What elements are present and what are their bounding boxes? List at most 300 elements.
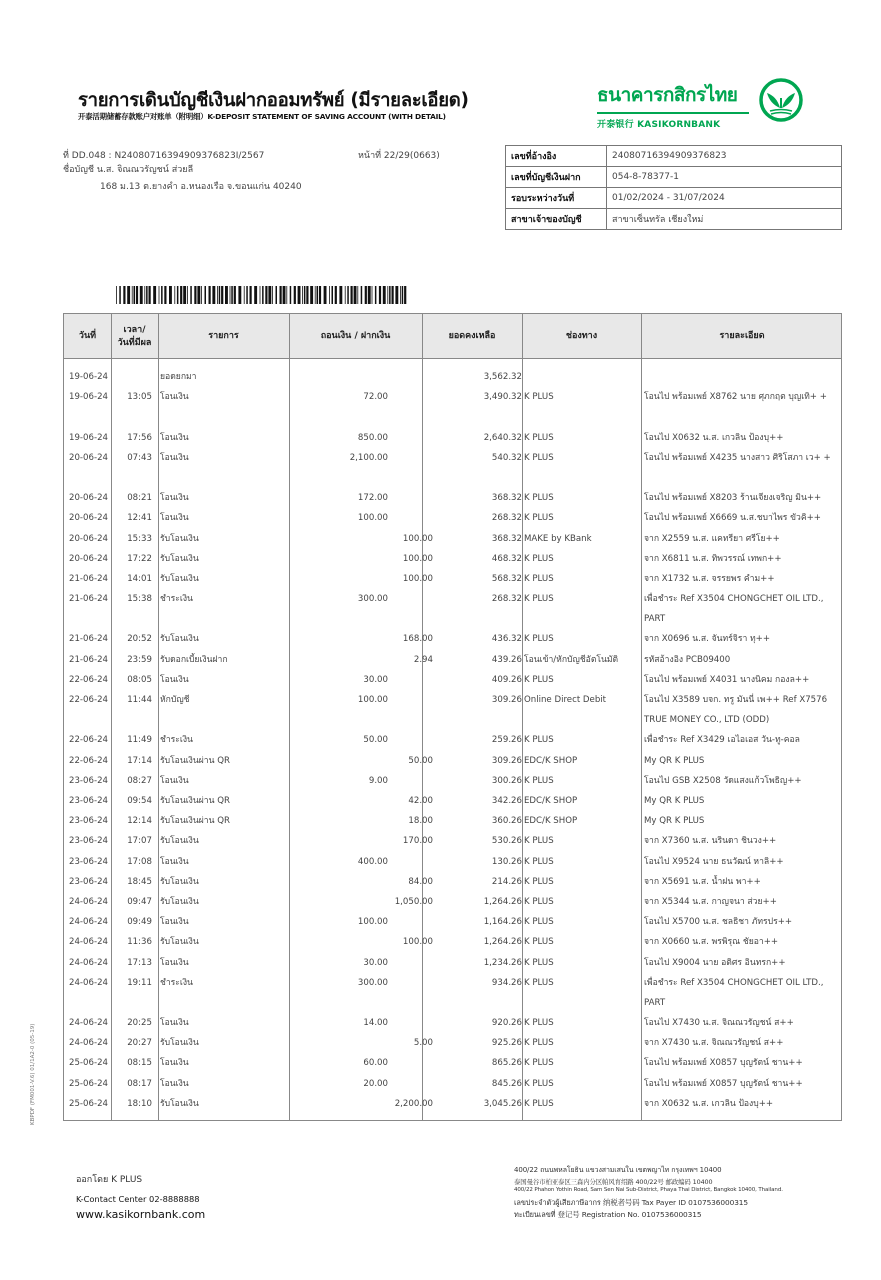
cell-description: รับโอนเงิน xyxy=(160,836,199,847)
barcode-bar xyxy=(324,286,327,304)
cell-time: 17:07 xyxy=(127,836,152,847)
table-row xyxy=(64,670,841,690)
info-row-reference xyxy=(506,146,842,167)
barcode-bar xyxy=(310,286,313,304)
cell-detail: My QR K PLUS xyxy=(644,755,705,766)
cell-withdraw: 20.00 xyxy=(363,1078,388,1089)
cell-date: 24-06-24 xyxy=(69,937,109,948)
barcode-bar xyxy=(332,286,334,304)
website-link[interactable]: www.kasikornbank.com xyxy=(76,1208,206,1221)
cell-withdraw: 172.00 xyxy=(357,493,388,504)
cell-balance: 1,264.26 xyxy=(483,896,522,907)
cell-date: 22-06-24 xyxy=(69,755,109,766)
cell-time: 15:33 xyxy=(127,533,152,544)
cell-balance: 1,264.26 xyxy=(483,937,522,948)
cell-date: 22-06-24 xyxy=(69,674,109,685)
page-title: รายการเดินบัญชีเงินฝากออมทรัพย์ (มีรายละเอียด) xyxy=(78,90,469,111)
table-row xyxy=(64,892,841,912)
cell-balance: 920.26 xyxy=(491,1018,522,1029)
barcode-bar xyxy=(306,286,308,304)
cell-channel: โอนเข้า/หักบัญชีอัตโนมัติ xyxy=(524,654,619,665)
barcode-bar xyxy=(159,286,160,304)
barcode-bar xyxy=(234,286,236,304)
cell-channel: K PLUS xyxy=(524,775,554,786)
cell-date: 23-06-24 xyxy=(69,856,109,867)
info-value: 054-8-78377-1 xyxy=(607,167,842,188)
barcode-bar xyxy=(212,286,215,304)
address-chinese: 泰国曼谷市柏亚泰区三森内分区帕风育绍路 400/22号 邮政编码 10400 xyxy=(514,1178,713,1186)
table-row xyxy=(64,629,841,649)
cell-balance: 300.26 xyxy=(491,775,522,786)
cell-withdraw: 100.00 xyxy=(357,917,388,928)
cell-date: 21-06-24 xyxy=(69,594,109,605)
barcode-bar xyxy=(361,286,363,304)
cell-time: 19:11 xyxy=(127,977,152,988)
cell-deposit: 50.00 xyxy=(408,755,433,766)
tax-id: เลขประจำตัวผู้เสียภาษีอากร 纳税者号码 Tax Payer ID 0107536000315 xyxy=(514,1198,748,1207)
barcode-bar xyxy=(153,286,156,304)
cell-withdraw: 30.00 xyxy=(363,957,388,968)
bank-logo xyxy=(597,80,749,130)
barcode-bar xyxy=(389,286,391,304)
barcode-bar xyxy=(177,286,179,304)
document-number: ที่ DD.048 : N24080716394909376823I/2567 xyxy=(63,151,265,161)
barcode-bar xyxy=(302,286,303,304)
account-info-table xyxy=(505,145,842,230)
cell-channel: K PLUS xyxy=(524,735,554,746)
cell-channel: K PLUS xyxy=(524,1018,554,1029)
cell-time: 23:59 xyxy=(127,654,152,665)
cell-description: โอนเงิน xyxy=(160,513,189,524)
cell-balance: 934.26 xyxy=(491,977,522,988)
barcode-bar xyxy=(290,286,292,304)
cell-detail: โอนไป พร้อมเพย์ X4235 นางสาว ศิริโสภา เว+ + xyxy=(644,452,831,463)
cell-time: 17:22 xyxy=(127,553,152,564)
cell-description: โอนเงิน xyxy=(160,917,189,928)
table-row xyxy=(64,932,841,952)
barcode-bar xyxy=(262,286,264,304)
cell-detail: จาก X0632 น.ส. เกวลิน ป้องบุ++ xyxy=(644,1098,774,1109)
barcode-bar xyxy=(187,286,188,304)
cell-time: 08:15 xyxy=(127,1058,152,1069)
cell-time: 11:44 xyxy=(127,695,152,706)
barcode-bar xyxy=(375,286,377,304)
cell-date: 25-06-24 xyxy=(69,1098,109,1109)
cell-detail: โอนไป พร้อมเพย์ X4031 นางนิคม กองล++ xyxy=(644,674,810,685)
cell-detail: โอนไป X3589 บจก. ทรู มันนี่ เพ++ Ref X7576 TRUE MONEY CO., LTD (ODD) xyxy=(644,695,828,726)
cell-time: 18:45 xyxy=(127,876,152,887)
barcode-bar xyxy=(365,286,367,304)
cell-description: ยอดยกมา xyxy=(160,372,197,382)
header-time-line1: เวลา/ xyxy=(123,324,146,335)
table-row xyxy=(64,791,841,811)
cell-channel: K PLUS xyxy=(524,634,554,645)
barcode-bar xyxy=(146,286,148,304)
cell-withdraw: 300.00 xyxy=(357,977,388,988)
barcode-bar xyxy=(400,286,401,304)
cell-date: 19-06-24 xyxy=(69,432,109,443)
barcode-bar xyxy=(339,286,342,304)
cell-date: 20-06-24 xyxy=(69,513,109,524)
cell-description: รับโอนเงินผ่าน QR xyxy=(160,755,230,766)
cell-channel: K PLUS xyxy=(524,513,554,524)
barcode-bar xyxy=(387,286,388,304)
table-row xyxy=(64,549,841,569)
barcode-bar xyxy=(149,286,151,304)
barcode-bar xyxy=(209,286,211,304)
cell-balance: 2,640.32 xyxy=(483,432,522,443)
cell-description: รับโอนเงินผ่าน QR xyxy=(160,796,230,806)
cell-time: 20:27 xyxy=(127,1038,152,1049)
cell-time: 08:27 xyxy=(127,775,152,786)
barcode-bar xyxy=(319,286,321,304)
cell-detail: จาก X5344 น.ส. กาญจนา ส่วย++ xyxy=(644,896,777,907)
table-row xyxy=(64,488,841,508)
cell-balance: 925.26 xyxy=(491,1038,522,1049)
barcode-bar xyxy=(272,286,273,304)
barcode xyxy=(116,286,408,304)
form-code: KBPDF (FM001-V.6) 01/1A2-0 (05-19) xyxy=(30,1023,36,1125)
cell-balance: 865.26 xyxy=(491,1058,522,1069)
info-value: 24080716394909376823 xyxy=(607,146,842,167)
cell-time: 17:08 xyxy=(127,856,152,867)
cell-channel: K PLUS xyxy=(524,573,554,584)
barcode-bar xyxy=(136,286,138,304)
barcode-bar xyxy=(221,286,223,304)
cell-time: 12:41 xyxy=(127,513,152,524)
cell-description: โอนเงิน xyxy=(160,856,189,867)
cell-detail: โอนไป X9524 นาย ธนวัฒน์ หาลิ++ xyxy=(644,856,784,867)
table-row xyxy=(64,831,841,851)
info-value: สาขาเซ็นทรัล เชียงใหม่ xyxy=(607,209,842,230)
barcode-bar xyxy=(329,286,330,304)
barcode-bar xyxy=(116,286,117,304)
info-row-branch xyxy=(506,209,842,230)
barcode-bar xyxy=(161,286,163,304)
table-row xyxy=(64,811,841,831)
barcode-bar xyxy=(180,286,182,304)
barcode-bar xyxy=(250,286,252,304)
cell-date: 24-06-24 xyxy=(69,1038,109,1049)
cell-deposit: 2.94 xyxy=(413,654,433,665)
cell-channel: K PLUS xyxy=(524,392,554,403)
cell-time: 17:56 xyxy=(127,432,152,443)
table-row xyxy=(64,912,841,932)
barcode-bar xyxy=(298,286,301,304)
barcode-bar xyxy=(231,286,233,304)
cell-channel: K PLUS xyxy=(524,493,554,504)
barcode-bar xyxy=(383,286,386,304)
cell-balance: 409.26 xyxy=(491,674,522,685)
cell-withdraw: 2,100.00 xyxy=(349,452,388,463)
cell-date: 20-06-24 xyxy=(69,493,109,504)
barcode-bar xyxy=(197,286,200,304)
cell-detail: จาก X1732 น.ส. จรรยพร คำม++ xyxy=(644,573,775,584)
cell-detail: เพื่อชำระ Ref X3504 CHONGCHET OIL LTD., PART xyxy=(644,977,824,1008)
cell-deposit: 84.00 xyxy=(408,876,433,887)
cell-date: 20-06-24 xyxy=(69,553,109,564)
cell-date: 24-06-24 xyxy=(69,977,109,988)
barcode-bar xyxy=(254,286,257,304)
cell-date: 22-06-24 xyxy=(69,695,109,706)
barcode-bar xyxy=(276,286,278,304)
cell-deposit: 42.00 xyxy=(408,796,433,806)
cell-time: 11:36 xyxy=(127,937,152,948)
barcode-bar xyxy=(174,286,175,304)
cell-date: 21-06-24 xyxy=(69,654,109,665)
cell-description: โอนเงิน xyxy=(160,493,189,504)
cell-balance: 3,490.32 xyxy=(483,392,522,403)
barcode-bar xyxy=(372,286,373,304)
table-row xyxy=(64,1053,841,1073)
barcode-bar xyxy=(280,286,282,304)
barcode-bar xyxy=(294,286,296,304)
header-time-line2: วันที่มีผล xyxy=(117,337,152,348)
cell-detail: My QR K PLUS xyxy=(644,816,705,827)
table-row xyxy=(64,1013,841,1033)
cell-deposit: 100.00 xyxy=(402,533,433,544)
cell-channel: K PLUS xyxy=(524,674,554,685)
cell-channel: EDC/K SHOP xyxy=(524,755,578,766)
cell-date: 21-06-24 xyxy=(69,573,109,584)
table-row xyxy=(64,1033,841,1053)
table-row xyxy=(64,953,841,973)
table-row xyxy=(64,751,841,771)
table-row xyxy=(64,872,841,892)
cell-time: 20:52 xyxy=(127,634,152,645)
cell-detail: จาก X2559 น.ส. แคทรียา ศรีโย++ xyxy=(644,533,780,544)
cell-date: 23-06-24 xyxy=(69,876,109,887)
table-row xyxy=(64,448,841,488)
cell-withdraw: 850.00 xyxy=(357,432,388,443)
cell-balance: 309.26 xyxy=(491,695,522,706)
barcode-bar xyxy=(351,286,353,304)
table-body xyxy=(64,367,841,1114)
barcode-bar xyxy=(260,286,261,304)
cell-channel: EDC/K SHOP xyxy=(524,816,578,827)
cell-channel: EDC/K SHOP xyxy=(524,796,578,806)
cell-balance: 368.32 xyxy=(491,493,522,504)
cell-time: 20:25 xyxy=(127,1018,152,1029)
barcode-bar xyxy=(347,286,349,304)
barcode-bar xyxy=(134,286,136,304)
barcode-bar xyxy=(283,286,286,304)
cell-balance: 309.26 xyxy=(491,755,522,766)
cell-deposit: 1,050.00 xyxy=(394,896,433,907)
cell-detail: โอนไป พร้อมเพย์ X6669 น.ส.ชบาไพร ขัวคิ++ xyxy=(644,513,822,524)
cell-balance: 439.26 xyxy=(491,654,522,665)
cell-time: 08:05 xyxy=(127,674,152,685)
statement-table xyxy=(63,313,842,1121)
cell-date: 19-06-24 xyxy=(69,392,109,403)
table-row xyxy=(64,569,841,589)
cell-date: 24-06-24 xyxy=(69,896,109,907)
cell-detail: จาก X7430 น.ส. จิณณวรัญชน์ ส++ xyxy=(644,1038,784,1049)
header-amount: ถอนเงิน / ฝากเงิน xyxy=(320,331,391,341)
table-row xyxy=(64,771,841,791)
cell-date: 24-06-24 xyxy=(69,957,109,968)
cell-time: 17:14 xyxy=(127,755,152,766)
cell-time: 11:49 xyxy=(127,735,152,746)
cell-description: ชำระเงิน xyxy=(160,735,193,746)
issued-by: ออกโดย K PLUS xyxy=(76,1175,143,1185)
cell-balance: 342.26 xyxy=(491,796,522,806)
cell-description: รับดอกเบี้ยเงินฝาก xyxy=(160,654,228,665)
cell-withdraw: 400.00 xyxy=(357,856,388,867)
header-description: รายการ xyxy=(208,331,239,341)
cell-balance: 540.32 xyxy=(491,452,522,463)
cell-time: 08:17 xyxy=(127,1078,152,1089)
table-row xyxy=(64,529,841,549)
cell-deposit: 100.00 xyxy=(402,573,433,584)
cell-description: โอนเงิน xyxy=(160,432,189,443)
table-row xyxy=(64,508,841,528)
cell-description: โอนเงิน xyxy=(160,1058,189,1069)
barcode-bar xyxy=(219,286,221,304)
cell-balance: 436.32 xyxy=(491,634,522,645)
cell-channel: K PLUS xyxy=(524,452,554,463)
cell-channel: K PLUS xyxy=(524,553,554,564)
barcode-bar xyxy=(402,286,404,304)
cell-date: 23-06-24 xyxy=(69,775,109,786)
cell-balance: 1,164.26 xyxy=(483,917,522,928)
cell-description: โอนเงิน xyxy=(160,392,189,403)
header-channel: ช่องทาง xyxy=(565,331,598,341)
cell-description: รับโอนเงิน xyxy=(160,937,199,948)
header-time xyxy=(111,314,158,359)
cell-channel: K PLUS xyxy=(524,1078,554,1089)
cell-withdraw: 9.00 xyxy=(368,775,388,786)
barcode-bar xyxy=(230,286,231,304)
cell-withdraw: 300.00 xyxy=(357,594,388,605)
cell-time: 09:49 xyxy=(127,917,152,928)
cell-balance: 268.32 xyxy=(491,513,522,524)
cell-balance: 130.26 xyxy=(491,856,522,867)
cell-detail: จาก X6811 น.ส. ทิพวรรณ์ เทพก++ xyxy=(644,553,782,564)
barcode-bar xyxy=(315,286,316,304)
cell-detail: รหัสอ้างอิง PCB09400 xyxy=(644,654,731,665)
cell-channel: K PLUS xyxy=(524,594,554,605)
barcode-bar xyxy=(345,286,346,304)
info-row-period xyxy=(506,188,842,209)
cell-time: 12:14 xyxy=(127,816,152,827)
cell-date: 22-06-24 xyxy=(69,735,109,746)
barcode-bar xyxy=(286,286,287,304)
barcode-bar xyxy=(201,286,202,304)
page-number: หน้าที่ 22/29(0663) xyxy=(358,151,440,161)
cell-withdraw: 100.00 xyxy=(357,695,388,706)
cell-channel: K PLUS xyxy=(524,876,554,887)
cell-withdraw: 60.00 xyxy=(363,1058,388,1069)
header-detail: รายละเอียด xyxy=(719,331,765,341)
cell-balance: 845.26 xyxy=(491,1078,522,1089)
cell-time: 07:43 xyxy=(127,452,152,463)
barcode-bar xyxy=(225,286,228,304)
cell-description: รับโอนเงิน xyxy=(160,634,199,645)
cell-channel: K PLUS xyxy=(524,856,554,867)
barcode-bar xyxy=(144,286,145,304)
table-row xyxy=(64,589,841,629)
barcode-bar xyxy=(246,286,248,304)
table-row xyxy=(64,428,841,448)
account-address: 168 ม.13 ต.ยางคำ อ.หนองเรือ จ.ขอนแก่น 40240 xyxy=(100,182,302,192)
barcode-bar xyxy=(304,286,306,304)
barcode-bar xyxy=(244,286,245,304)
info-row-account xyxy=(506,167,842,188)
contact-center: K-Contact Center 02-8888888 xyxy=(76,1194,200,1204)
cell-balance: 530.26 xyxy=(491,836,522,847)
cell-detail: โอนไป X0632 น.ส. เกวลิน ป้องบุ++ xyxy=(644,432,784,443)
table-row xyxy=(64,852,841,872)
cell-time: 18:10 xyxy=(127,1098,152,1109)
cell-description: โอนเงิน xyxy=(160,452,189,463)
barcode-bar xyxy=(379,286,381,304)
address-english: 400/22 Phahon Yothin Road, Sam Sen Nai Sub-District, Phaya Thai District, Bangkok 10400, Thailand. xyxy=(514,1187,783,1193)
barcode-bar xyxy=(183,286,186,304)
cell-date: 23-06-24 xyxy=(69,836,109,847)
cell-description: รับโอนเงิน xyxy=(160,533,199,544)
header-balance: ยอดคงเหลือ xyxy=(448,331,496,341)
cell-detail: จาก X0696 น.ส. จันทร์จิรา ทุ++ xyxy=(644,634,771,645)
cell-deposit: 18.00 xyxy=(408,816,433,827)
cell-channel: K PLUS xyxy=(524,836,554,847)
barcode-bar xyxy=(265,286,267,304)
barcode-bar xyxy=(164,286,166,304)
address-thai: 400/22 ถนนพหลโยธิน แขวงสามเสนใน เขตพญาไท กรุงเทพฯ 10400 xyxy=(514,1166,722,1174)
header-date: วันที่ xyxy=(78,331,97,341)
cell-channel: MAKE by KBank xyxy=(524,533,592,544)
table-row xyxy=(64,730,841,750)
cell-channel: K PLUS xyxy=(524,432,554,443)
barcode-bar xyxy=(140,286,143,304)
cell-detail: เพื่อชำระ Ref X3429 เอไอเอส วัน-ทู-คอล xyxy=(644,735,800,746)
cell-description: โอนเงิน xyxy=(160,957,189,968)
table-row xyxy=(64,650,841,670)
cell-description: โอนเงิน xyxy=(160,775,189,786)
cell-channel: K PLUS xyxy=(524,896,554,907)
cell-description: รับโอนเงิน xyxy=(160,573,199,584)
info-value: 01/02/2024 - 31/07/2024 xyxy=(607,188,842,209)
cell-detail: โอนไป พร้อมเพย์ X0857 บุญรัตน์ ชาน++ xyxy=(644,1078,803,1089)
cell-balance: 468.32 xyxy=(491,553,522,564)
table-row xyxy=(64,387,841,427)
cell-date: 20-06-24 xyxy=(69,533,109,544)
cell-detail: My QR K PLUS xyxy=(644,796,705,806)
barcode-bar xyxy=(354,286,357,304)
cell-description: รับโอนเงิน xyxy=(160,1038,199,1049)
cell-withdraw: 72.00 xyxy=(363,392,388,403)
page-subtitle: 开泰活期储蓄存款账户对账单（附明细）K-DEPOSIT STATEMENT OF SAVING ACCOUNT (WITH DETAIL) xyxy=(78,112,446,121)
barcode-bar xyxy=(205,286,207,304)
cell-description: โอนเงิน xyxy=(160,1018,189,1029)
cell-description: ชำระเงิน xyxy=(160,594,193,605)
cell-deposit: 2,200.00 xyxy=(394,1098,433,1109)
cell-date: 20-06-24 xyxy=(69,452,109,463)
cell-description: โอนเงิน xyxy=(160,674,189,685)
cell-description: หักบัญชี xyxy=(160,695,190,706)
cell-balance: 368.32 xyxy=(491,533,522,544)
barcode-bar xyxy=(317,286,319,304)
cell-channel: K PLUS xyxy=(524,957,554,968)
cell-date: 23-06-24 xyxy=(69,796,109,806)
info-label: สาขาเจ้าของบัญชี xyxy=(506,209,607,230)
cell-date: 24-06-24 xyxy=(69,917,109,928)
barcode-bar xyxy=(169,286,172,304)
cell-date: 23-06-24 xyxy=(69,816,109,827)
cell-balance: 3,562.32 xyxy=(483,372,522,382)
logo-english-text: 开泰银行 KASIKORNBANK xyxy=(597,120,721,130)
cell-detail: จาก X5691 น.ส. น้ำฝน พา++ xyxy=(644,876,761,887)
